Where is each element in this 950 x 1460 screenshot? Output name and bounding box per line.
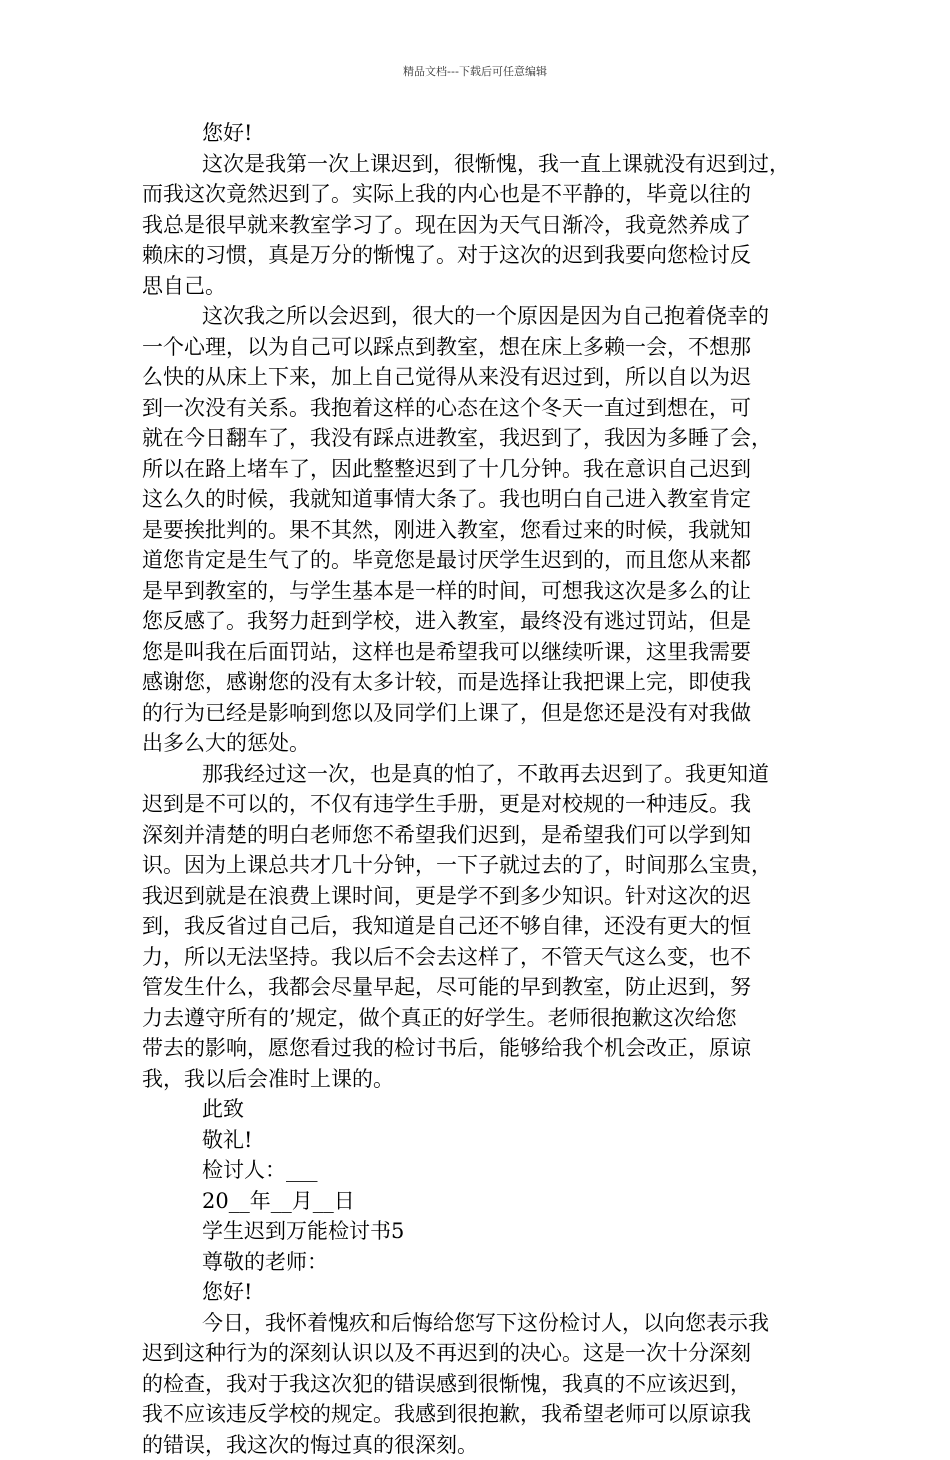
text-line: 我，我以后会准时上课的。 (142, 1064, 810, 1095)
text-line: 深刻并清楚的明白老师您不希望我们迟到，是希望我们可以学到知 (142, 820, 810, 851)
page-header: 精品文档---下载后可任意编辑 (0, 65, 950, 79)
text-line: 学生迟到万能检讨书5 (142, 1216, 810, 1247)
text-line: 我迟到就是在浪费上课时间，更是学不到多少知识。针对这次的迟 (142, 881, 810, 912)
text-line: 今日，我怀着愧疚和后悔给您写下这份检讨人，以向您表示我 (142, 1308, 810, 1339)
text-line: 您反感了。我努力赶到学校，进入教室，最终没有逃过罚站，但是 (142, 606, 810, 637)
text-line: 迟到这种行为的深刻认识以及不再迟到的决心。这是一次十分深刻 (142, 1338, 810, 1369)
text-line: 迟到是不可以的，不仅有违学生手册，更是对校规的一种违反。我 (142, 789, 810, 820)
text-line: 是早到教室的，与学生基本是一样的时间，可想我这次是多么的让 (142, 576, 810, 607)
text-line: 所以在路上堵车了，因此整整迟到了十几分钟。我在意识自己迟到 (142, 454, 810, 485)
text-line: 您好! (142, 118, 810, 149)
text-line: 就在今日翻车了，我没有踩点进教室，我迟到了，我因为多睡了会， (142, 423, 810, 454)
text-line: 这次是我第一次上课迟到，很惭愧，我一直上课就没有迟到过， (142, 149, 810, 180)
text-line: 赖床的习惯，真是万分的惭愧了。对于这次的迟到我要向您检讨反 (142, 240, 810, 271)
text-line: 您好! (142, 1277, 810, 1308)
text-line: 而我这次竟然迟到了。实际上我的内心也是不平静的，毕竟以往的 (142, 179, 810, 210)
text-line: 道您肯定是生气了的。毕竟您是最讨厌学生迟到的，而且您从来都 (142, 545, 810, 576)
text-line: 敬礼! (142, 1125, 810, 1156)
text-line: 是要挨批判的。果不其然，刚进入教室，您看过来的时候，我就知 (142, 515, 810, 546)
text-line: 的检查，我对于我这次犯的错误感到很惭愧，我真的不应该迟到， (142, 1369, 810, 1400)
text-line: 思自己。 (142, 271, 810, 302)
text-line: 那我经过这一次，也是真的怕了，不敢再去迟到了。我更知道 (142, 759, 810, 790)
text-line: 这次我之所以会迟到，很大的一个原因是因为自己抱着侥幸的 (142, 301, 810, 332)
text-line: 力，所以无法坚持。我以后不会去这样了，不管天气这么变，也不 (142, 942, 810, 973)
text-line: 到，我反省过自己后，我知道是自己还不够自律，还没有更大的恒 (142, 911, 810, 942)
text-line: 感谢您，感谢您的没有太多计较，而是选择让我把课上完，即使我 (142, 667, 810, 698)
text-line: 20__年__月__日 (142, 1186, 810, 1217)
text-line: 您是叫我在后面罚站，这样也是希望我可以继续听课，这里我需要 (142, 637, 810, 668)
text-line: 的行为已经是影响到您以及同学们上课了，但是您还是没有对我做 (142, 698, 810, 729)
text-line: 我不应该违反学校的规定。我感到很抱歉，我希望老师可以原谅我 (142, 1399, 810, 1430)
text-line: 管发生什么，我都会尽量早起，尽可能的早到教室，防止迟到，努 (142, 972, 810, 1003)
text-line: 的错误，我这次的悔过真的很深刻。 (142, 1430, 810, 1460)
document-body (142, 118, 810, 1460)
text-line: 带去的影响，愿您看过我的检讨书后，能够给我个机会改正，原谅 (142, 1033, 810, 1064)
text-line: 出多么大的惩处。 (142, 728, 810, 759)
text-line: 此致 (142, 1094, 810, 1125)
text-line: 我总是很早就来教室学习了。现在因为天气日渐冷，我竟然养成了 (142, 210, 810, 241)
text-line: 尊敬的老师： (142, 1247, 810, 1278)
text-line: 检讨人：___ (142, 1155, 810, 1186)
text-line: 识。因为上课总共才几十分钟，一下子就过去的了，时间那么宝贵， (142, 850, 810, 881)
text-line: 这么久的时候，我就知道事情大条了。我也明白自己进入教室肯定 (142, 484, 810, 515)
text-line: 么快的从床上下来，加上自己觉得从来没有迟过到，所以自以为迟 (142, 362, 810, 393)
text-line: 一个心理，以为自己可以踩点到教室，想在床上多赖一会，不想那 (142, 332, 810, 363)
text-line: 力去遵守所有的’规定，做个真正的好学生。老师很抱歉这次给您 (142, 1003, 810, 1034)
text-line: 到一次没有关系。我抱着这样的心态在这个冬天一直过到想在，可 (142, 393, 810, 424)
